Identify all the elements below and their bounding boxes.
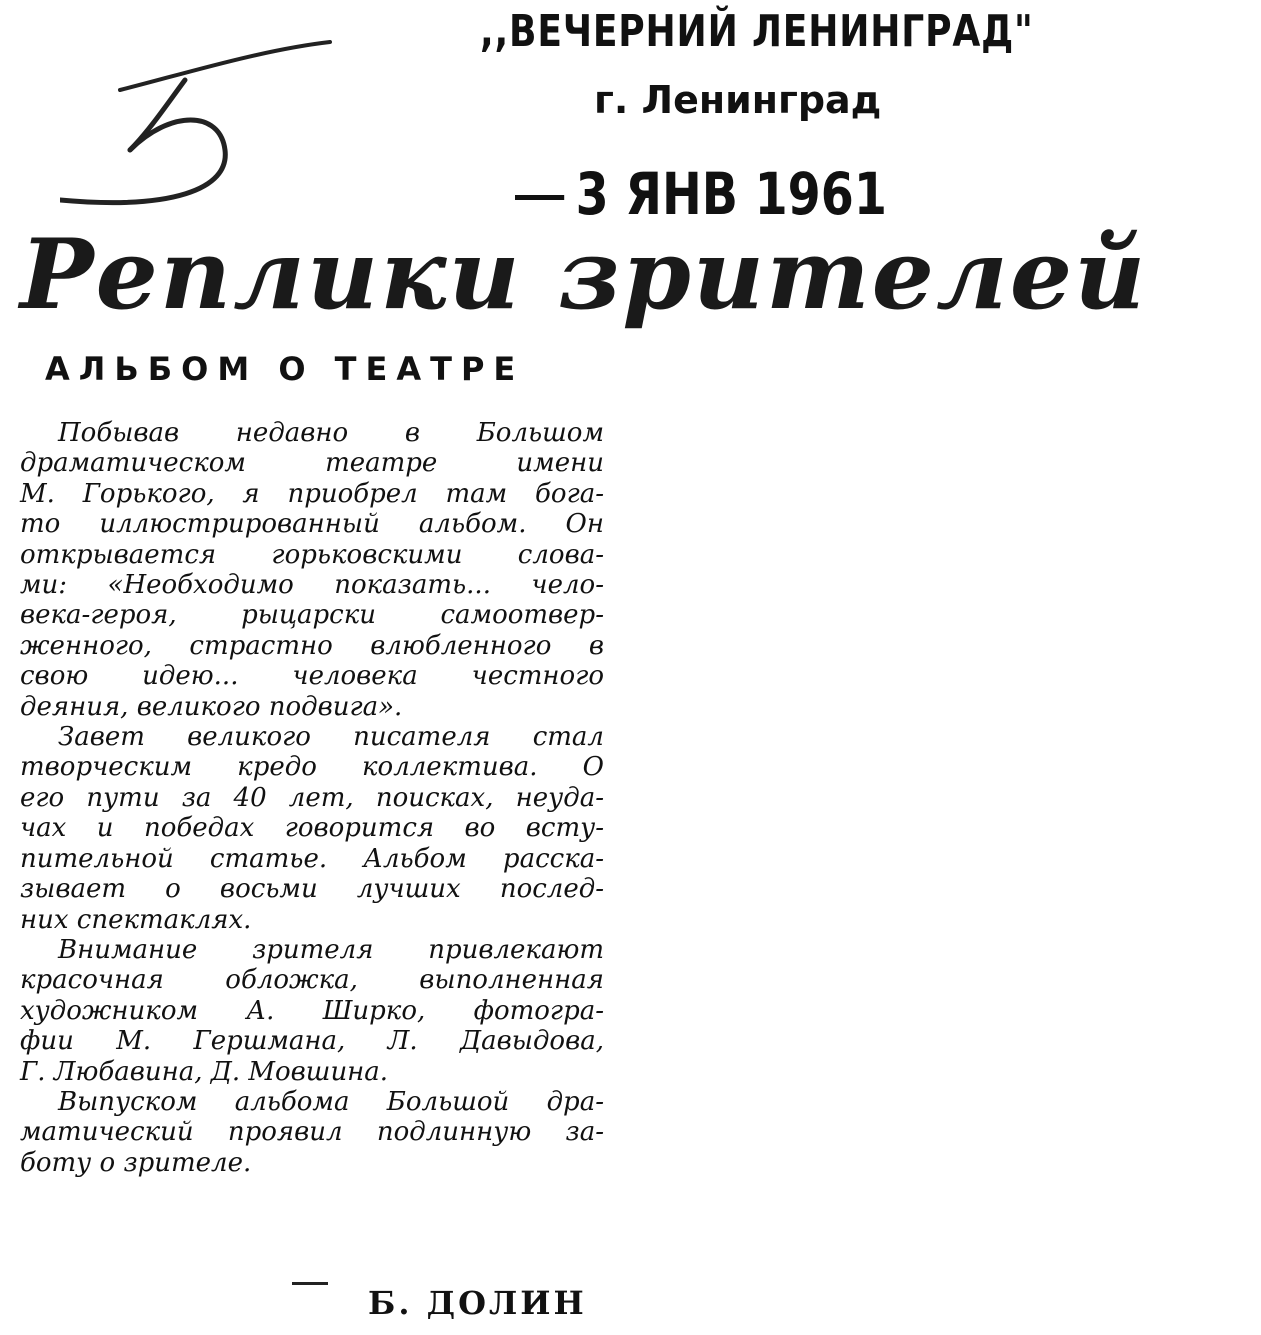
article-author: Б. ДОЛИН: [368, 1284, 587, 1322]
article-line: свою идею... человека честного: [20, 661, 604, 692]
article-line: открывается горьковскими слова-: [20, 539, 604, 570]
article-body: [20, 418, 604, 1178]
stamp-date: 3 ЯНВ 1961: [575, 160, 887, 228]
stamp-dash: [515, 195, 564, 200]
article-line: них спектаклях.: [20, 904, 252, 935]
article-line: ми: «Необходимо показать... чело-: [20, 570, 604, 601]
article-line: женного, страстно влюбленного в: [20, 630, 604, 661]
article-line: М. Горького, я приобрел там бога-: [20, 478, 604, 509]
article-line: драматическом театре имени: [20, 448, 604, 479]
article-line: его пути за 40 лет, поисках, неуда-: [20, 782, 604, 813]
article-line: чах и победах говорится во всту-: [20, 813, 604, 844]
handwritten-number-5: [60, 30, 360, 220]
stamp-city: г. Ленинград: [594, 78, 882, 122]
article-line: Г. Любавина, Д. Мовшина.: [20, 1056, 389, 1087]
article-line: Внимание зрителя привлекают: [58, 934, 604, 965]
article-line: фии М. Гершмана, Л. Давыдова,: [20, 1026, 604, 1057]
article-line: творческим кредо коллектива. О: [20, 752, 604, 783]
article-line: Завет великого писателя стал: [58, 722, 604, 753]
article-title: АЛЬБОМ О ТЕАТРЕ: [45, 350, 525, 388]
article-line: века-героя, рыцарски самоотвер-: [20, 600, 604, 631]
article-line: зывает о восьми лучших послед-: [20, 874, 604, 905]
article-line: Выпуском альбома Большой дра-: [58, 1086, 604, 1117]
article-line: красочная обложка, выполненная: [20, 965, 604, 996]
article-line: пительной статье. Альбом расска-: [20, 843, 604, 874]
stamp-newspaper-name: ,,ВЕЧЕРНИЙ ЛЕНИНГРАД": [480, 6, 1034, 57]
article-line: художником А. Ширко, фотогра-: [20, 995, 604, 1026]
article-line: матический проявил подлинную за-: [20, 1117, 604, 1148]
article-line: то иллюстрированный альбом. Он: [20, 509, 604, 540]
article-line: боту о зрителе.: [20, 1147, 252, 1178]
headline: Реплики зрителей: [20, 218, 1148, 331]
article-line: Побывав недавно в Большом: [58, 418, 604, 448]
article-line: деяния, великого подвига».: [20, 691, 403, 722]
divider-mark: [292, 1282, 328, 1285]
